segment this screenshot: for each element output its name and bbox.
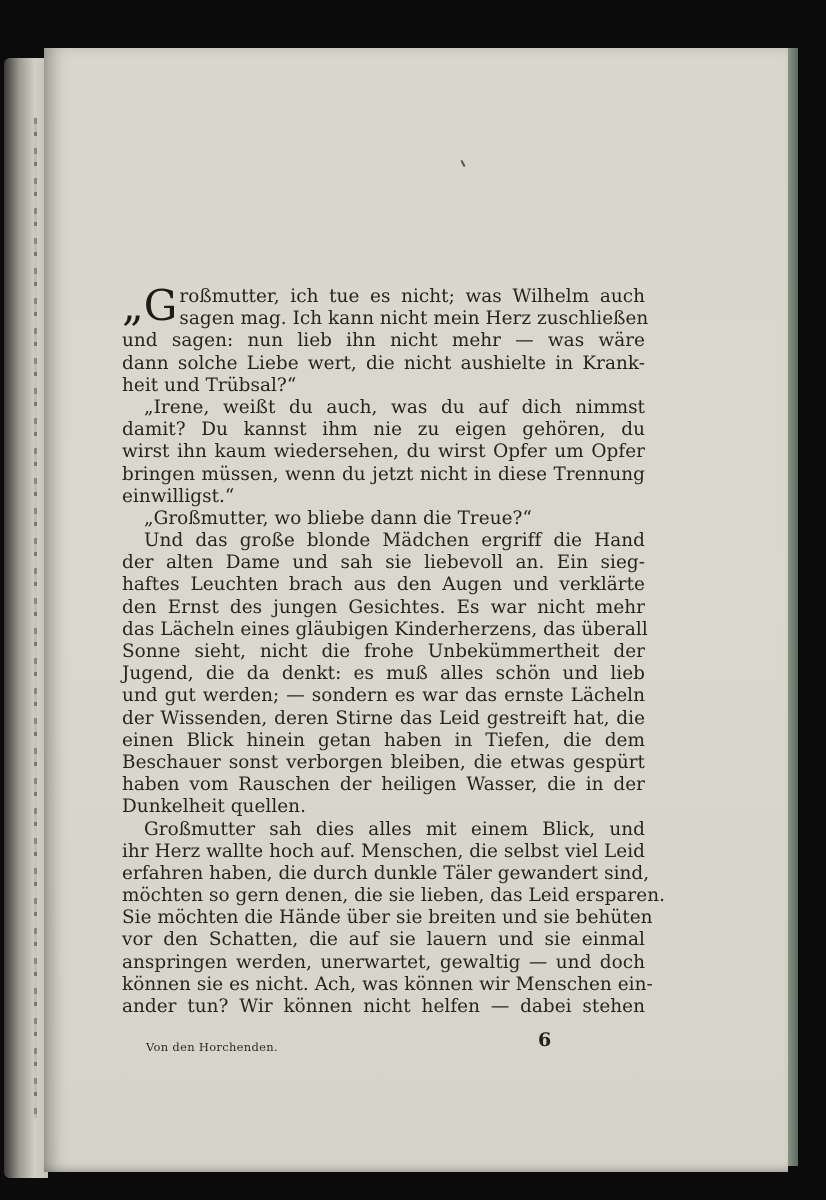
book-page — [44, 48, 788, 1172]
text-line: haftes Leuchten brach aus den Augen und verklärte — [122, 574, 645, 596]
text-line: vor den Schatten, die auf sie lauern und sie einmal — [122, 929, 645, 951]
text-line: roßmutter, ich tue es nicht; was Wilhelm auch — [179, 286, 645, 307]
page-number: 6 — [538, 1029, 552, 1051]
paper-speck — [460, 160, 465, 167]
text-line: und gut werden; — sondern es war das ernste Lächeln — [122, 685, 645, 707]
text-line: einwilligst.“ — [122, 485, 235, 507]
text-line: der Wissenden, deren Stirne das Leid gestreift hat, die — [122, 707, 645, 729]
paragraph-4 — [122, 530, 648, 818]
text-line: Großmutter sah dies alles mit einem Blick, und — [144, 818, 645, 840]
text-line: möchten so gern denen, die sie lieben, das Leid ersparen. — [122, 885, 665, 907]
text-line: damit? Du kannst ihm nie zu eigen gehören, du — [122, 419, 645, 441]
text-line: dann solche Liebe wert, die nicht aushielte in Krank- — [122, 352, 645, 374]
running-footer-title: Von den Horchenden. — [146, 1040, 278, 1054]
previous-page-edge — [4, 58, 48, 1178]
paragraph-5 — [122, 818, 665, 1019]
text-line: anspringen werden, unerwartet, gewaltig — und doch — [122, 951, 645, 973]
text-line: Sie möchten die Hände über sie breiten und sie behüten — [122, 907, 653, 929]
text-line: Sonne sieht, nicht die frohe Unbekümmertheit der — [122, 641, 645, 662]
text-line: Und das große blonde Mädchen ergriff die Hand — [144, 530, 645, 552]
text-line: einen Blick hinein getan haben in Tiefen, die dem — [122, 729, 645, 751]
text-line: „Irene, weißt du auch, was du auf dich nimmst — [144, 396, 645, 418]
text-line: erfahren haben, die durch dunkle Täler gewandert sind, — [122, 862, 650, 884]
text-line: wirst ihn kaum wiedersehen, du wirst Opfer um Opfer — [122, 441, 645, 463]
text-line: Beschauer sonst verborgen bleiben, die etwas gespürt — [122, 751, 645, 773]
text-line: das Lächeln eines gläubigen Kinderherzens, das überall — [122, 618, 648, 640]
text-line: sagen mag. Ich kann nicht mein Herz zuschließen — [179, 308, 649, 330]
drop-cap: „G — [122, 281, 178, 330]
text-line: den Ernst des jungen Gesichtes. Es war nicht mehr — [122, 596, 645, 618]
text-line: ander tun? Wir können nicht helfen — dabei stehen — [122, 996, 645, 1017]
text-line: und sagen: nun lieb ihn nicht mehr — was wäre — [122, 330, 645, 352]
text-line: heit und Trübsal?“ — [122, 374, 297, 396]
text-line: der alten Dame und sah sie liebevoll an. Ein sieg- — [122, 552, 645, 574]
text-line: haben vom Rauschen der heiligen Wasser, die in der — [122, 774, 645, 796]
text-line: ihr Herz wallte hoch auf. Menschen, die selbst viel Leid — [122, 840, 645, 862]
paragraph-1 — [122, 281, 649, 397]
text-line: können sie es nicht. Ach, was können wir Menschen ein- — [122, 973, 653, 995]
paragraph-2 — [122, 397, 645, 508]
text-line: Dunkelheit quellen. — [122, 796, 306, 818]
text-line: bringen müssen, wenn du jetzt nicht in diese Trennung — [122, 463, 645, 485]
paragraph-3 — [122, 508, 645, 530]
page-text — [122, 281, 665, 1018]
text-line: „Großmutter, wo bliebe dann die Treue?“ — [144, 507, 532, 529]
text-line: Jugend, die da denkt: es muß alles schön und lieb — [122, 663, 645, 685]
